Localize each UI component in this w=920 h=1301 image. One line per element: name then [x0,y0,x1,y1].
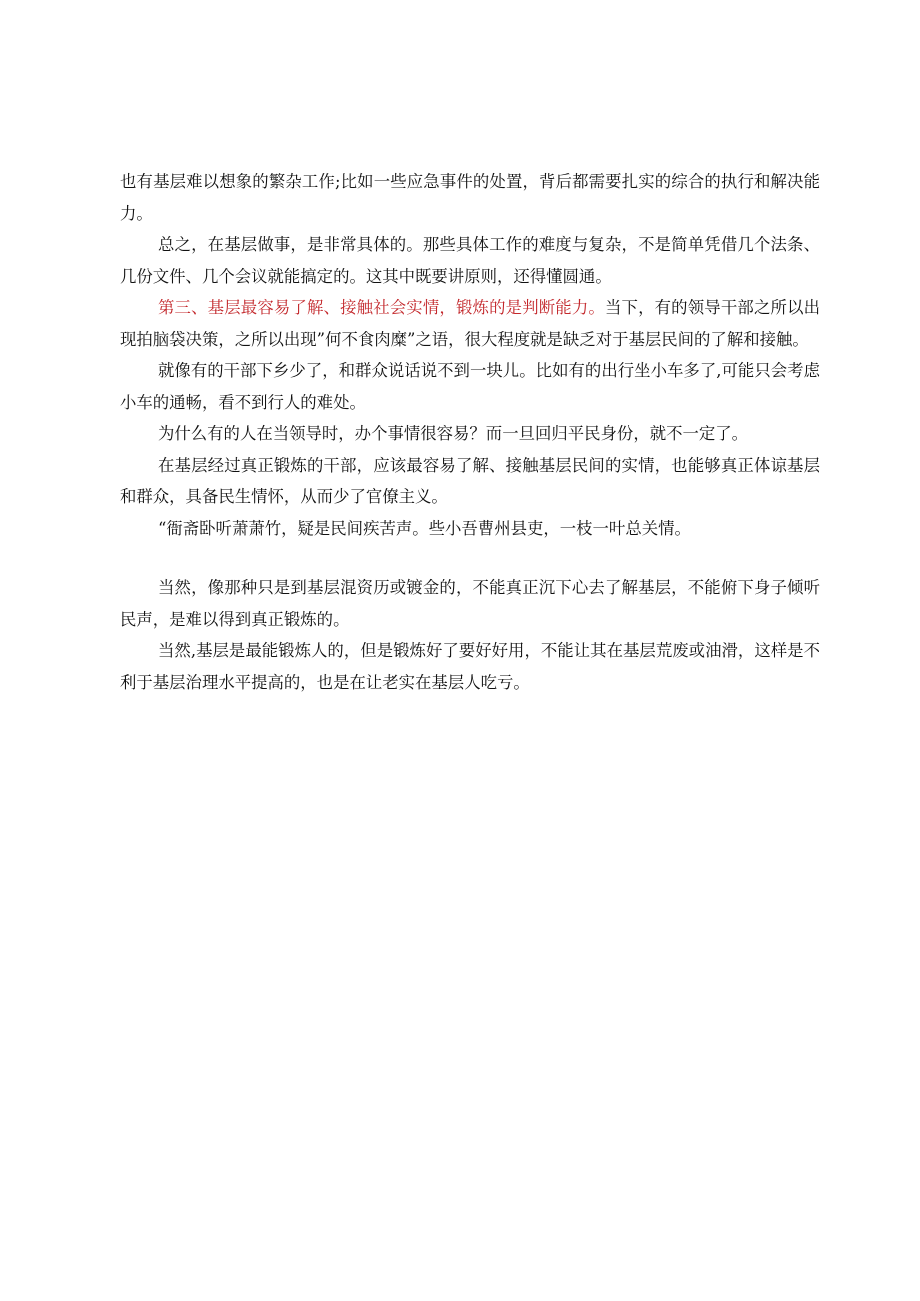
paragraph-spacer [120,544,820,572]
section-heading-highlight: 第三、基层最容易了解、接触社会实情，锻炼的是判断能力。 [158,298,605,317]
paragraph-point-three [120,292,820,355]
document-body [120,166,820,698]
paragraph-point-three-body: 当下，有的领导干部之所以出现拍脑袋决策，之所以出现”何不食肉糜”之语，很大程度就是缺乏对于基层民间的了解和接触。 [120,298,821,349]
paragraph-conclusion: 当然,基层是最能锻炼人的，但是锻炼好了要好好用，不能让其在基层荒废或油滑，这样是不利于基层治理水平提高的，也是在让老实在基层人吃亏。 [120,641,820,692]
paragraph-continuation: 也有基层难以想象的繁杂工作;比如一些应急事件的处置，背后都需要扎实的综合的执行和解决能力。 [120,172,820,223]
paragraph-summary: 总之，在基层做事，是非常具体的。那些具体工作的难度与复杂，不是简单凭借几个法条、几份文件、几个会议就能搞定的。这其中既要讲原则，还得懂圆通。 [120,235,820,286]
paragraph-trained-cadres: 在基层经过真正锻炼的干部，应该最容易了解、接触基层民间的实情，也能够真正体谅基层和群众，具备民生情怀，从而少了官僚主义。 [120,455,820,506]
paragraph-poem-quote: “衙斋卧听萧萧竹，疑是民间疾苦声。些小吾曹州县吏，一枝一叶总关情。 [158,518,691,538]
paragraph-gilding: 当然，像那种只是到基层混资历或镀金的，不能真正沉下心去了解基层，不能俯下身子倾听民声，是难以得到真正锻炼的。 [120,578,820,629]
paragraph-question: 为什么有的人在当领导时，办个事情很容易？而一旦回归平民身份，就不一定了。 [158,424,749,443]
paragraph-example: 就像有的干部下乡少了，和群众说话说不到一块儿。比如有的出行坐小车多了,可能只会考虑小车的通畅，看不到行人的难处。 [120,361,820,412]
